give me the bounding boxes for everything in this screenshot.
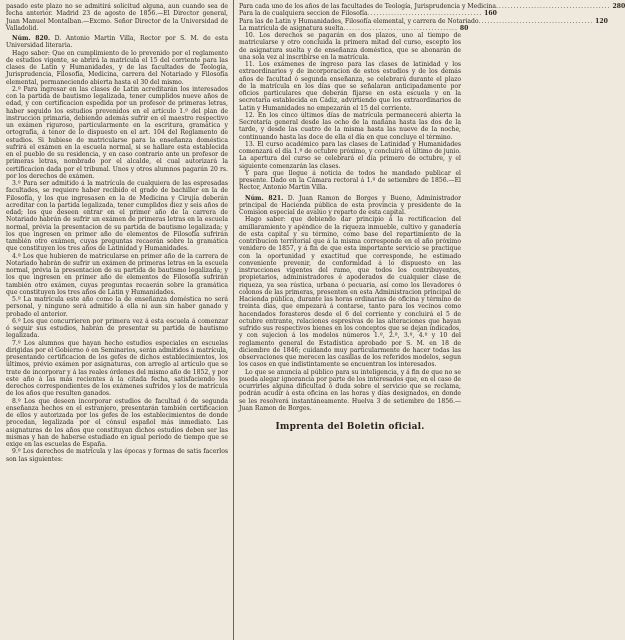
- column-divider: [233, 0, 234, 640]
- fee-row: [239, 24, 469, 32]
- paragraph: 8.º Los que deseen incorporar estudios de facultad ó de segunda enseñanza hechos en el estranjero, presentarán también certificacion de ellos y autorizada por los gefes de los establecimientos de donde procedan, legalizada por el cónsul español más inmediato. Las asignaturas de los años que constituyan dichos estudios deben ser las mismas y han de haberse estudiado en igual período de tiempo que se exige en las escuelas de España.: [6, 397, 228, 448]
- fee-label: La matrícula de asignatura suelta: [239, 24, 344, 32]
- leader-dots: .......................................: [478, 17, 594, 25]
- right-column: [239, 3, 625, 433]
- paragraph: 5.º La matrícula este año como la de enseñanza doméstica no será personal, y ninguno será admitido á ella ni aun sin haber ganado y probado el anterior.: [6, 296, 228, 318]
- paragraph: 4.º Los que hubieren de matricularse en primer año de la carrera de Notariado habrán de sufrir un exámen de primeras letras en la escuela normal, prévia la presentacion de su partida de bautismo legalizada; y los que ingresen en primer año de elementos de Filosofía sufrirán también otro exámen, cuyas preguntas recaerán sobre la gramática que constituyen los tres años de Latin y Humanidades.: [6, 252, 228, 296]
- paragraph: 6.º Los que concurrieren por primera vez á esta escuela á comenzar ó seguir sus estudios, habrán de presentar su partida de bautismo legalizada.: [6, 317, 228, 340]
- fee-row: [239, 10, 497, 18]
- paragraph: 2.º Para ingresar en las clases de Latin acreditarán los interesados con la partida de bautismo legalizada, tener cumplidos nueve años de edad, y con certificacion espedida por un profesor de primeras letras, haber seguido los estudios prevenidos en el artículo 1.º del plan de instruccion primaria, debiendo además sufrir en el maestro respectivo un exámen riguroso, particularmente en la escritura, gramática y ortografía, á tenor de lo dispuesto en el art. 104 del Reglamento de estudios. Si hubiese de matricularse para la enseñanza doméstica sufrirá el exámen en la escuela normal, si se hallare esta establecida en el pueblo de su residencia, y en caso contrario ante un profesor de primeras letras, nombrado por el alcalde, el cual autorizará la certificacion dada por el tribunal. Unos y otros alumnos pagarán 20 rs. por los derechos de exámen.: [6, 85, 228, 180]
- left-column: [6, 3, 228, 463]
- notice-821-heading: [239, 195, 461, 217]
- intro-paragraph: pasado este plazo no se admitirá solicitud alguna, aun cuando sea de fecha anterior. Madrid 23 de agosto de 1856.—El Director general, Juan Manuel Montalban.—Excmo. Señor Director de la Universidad de Valladolid.: [6, 3, 228, 32]
- fee-label: Para cada uno de los años de las facultades de Teología, Jurisprudencia y Medicina: [239, 3, 496, 10]
- leader-dots: .......................................: [367, 10, 483, 18]
- notice-number: Núm. 821.: [245, 194, 284, 202]
- fee-row: [239, 17, 608, 25]
- paragraph: Lo que se anuncia al público para su inteligencia, y á fin de que no se pueda alegar ignorancia por parte de los interesados que, en el caso de ocurrirles alguna dificultad ó duda sobre el servicio que se reclama, podrán acudir á esta oficina en las horas y días designados, en donde se les resolverá instantáneamente. Huelva 3 de setiembre de 1856.—Juan Ramon de Borges.: [239, 368, 461, 412]
- paragraph: 13. El curso académico para las clases de Latinidad y Humanidades comenzará el día 1.º de octubre próximo, y concluirá el último de junio. La apertura del curso se celebrará el día primero de octubre, y el siguiente comenzarán las clases.: [239, 140, 461, 170]
- paragraph: 3.º Para ser admitido á la matrícula de cualquiera de las espresadas facultades, se requiere haber recibido el grado de bachiller en la de Filosofía, y los que ingresasen en la de Medicina y Cirujía deberán acreditar con la partida legalizada, tener cumplidos diez y seis años de edad; los que deseen entrar en el primer año de la carrera de Notariado habrán de sufrir un exámen de primeras letras en la escuela normal, prévia la presentacion de su partida de bautismo legalizada; y los que ingresen en primer año de elementos de Filosofía sufrirán también otro exámen, cuyas preguntas recaerán sobre la gramática que constituyen los tres años de Latinidad y Humanidades.: [6, 180, 228, 253]
- fee-amount: 120: [595, 17, 608, 25]
- fee-amount: 280: [612, 3, 625, 10]
- notice-number: Núm. 820.: [12, 35, 51, 42]
- closing-paragraph: Y para que llegue á noticia de todos he mandado publicar el presente. Dado en la Cámara rectoral á 1.º de setiembre de 1856.—El Rector, Antonio Martin Villa.: [239, 169, 461, 192]
- imprint-line: Imprenta del Boletin oficial.: [275, 422, 425, 432]
- fee-row: [239, 3, 625, 10]
- paragraph: Hago saber: Que en cumplimiento de lo prevenido por el reglamento de estudios vigente, se abrirá la matrícula el 15 del corriente para las clases de Latin y Humanidades, y de las facultades de Teología, Jurisprudencia, Filosofía, Medicina, carrera del Notariado y Filosofía elemental, permaneciendo abierta hasta el 30 del mismo.: [6, 49, 228, 86]
- notice-820-heading: [6, 35, 228, 50]
- fee-label: Para las de Latin y Humanidades, Filosofía elemental, y carrera de Notariado: [239, 17, 479, 25]
- paragraph: 9.º Los derechos de matrícula y las épocas y formas de satis facerlos son las siguientes:: [6, 448, 228, 463]
- fee-amount: 160: [484, 10, 497, 18]
- fee-label: Para la de cualquiera seccion de Filosofía: [239, 10, 368, 18]
- notice-head-text: D. Antonio Martin Villa, Rector por S. M. de esta Universidad literaria.: [6, 35, 228, 50]
- leader-dots: .......................................: [343, 24, 458, 32]
- leader-dots: .......................................: [496, 3, 611, 10]
- paragraph: 12. En los cinco últimos días de matrícula permanecerá abierta la Secretaría general desde las ocho de la mañana hasta las dos de la tarde, y desde las cuatro de la misma hasta las nueve de la noche, continuando hasta las doce de ella el día en que concluye el término.: [239, 111, 461, 141]
- fee-amount: 80: [459, 24, 469, 32]
- paragraph: 7.º Los alumnos que hayan hecho estudios especiales en escuelas dirigidas por el Gobierno ó en Seminarios, serán admitidos á matrícula, presentando certificacion de los gefes de dichos establecimientos, los últimos, prévio exámen por asignaturas, con arreglo al artículo que se trate de incorporar y á las reales órdenes del mismo año de 1852, y por este año á las más recientes á la citada fecha, satisfaciendo los derechos correspondientes de los exámenes sufridos y los de matrícula de los años que resulten ganados.: [6, 339, 228, 398]
- notice-head-text: D. Juan Ramon de Borges y Bueno, Administrador principal de Hacienda pública de esta provincia y presidente de la Comision especial de avalúo y reparto de esta capital.: [239, 194, 461, 216]
- paragraph: 11. Los exámenes de ingreso para las clases de latinidad y los extraordinarios y de incorporacion de estos estudios y de los demás años de facultad ó segunda enseñanza, se celebrará durante el plazo de la matrícula en los días que se señalaran anticipadamente por oficios particulares que deberán fijarse en esta escuela y en la secretaría establecida en Cádiz, advirtiendo que los extraordinarios de Latin y Humanidades no empezarán el 15 del corriente.: [239, 61, 461, 112]
- paragraph: 10. Los derechos se pagarán en dos plazos, uno al tiempo de matricularse y otro concluida la primera mitad del curso, escepto los de asignatura suelta y de enseñanza doméstica, que se abonarán de una sola vez al inscribirse en la matrícula.: [239, 32, 461, 61]
- paragraph: Hago saber: que debiendo dar principio á la rectificacion del amillaramiento y apéndice de la riqueza inmueble, cultivo y ganadería de esta capital y su término, como base del repartimiento de la contribucion territorial que á la misma corresponde en el año próximo venidero de 1857, y á fin de que esta importante servicio se practique con la oportunidad y exactitud que corresponde, he estimado conveniente prevenir, de conformidad á lo dispuesto en las instrucciones vigentes del ramo, que todos los contribuyentes, propietarios, administradores é apoderados de cualquier clase de riqueza, ya sea rústica, urbana ó pecuaria, así como los llevadores ó colonos de las primeras, presenten en esta Administracion principal de Hacienda pública, durante las horas ordinarias de oficina y término de treinta días, que empezará á contarse, tanto para los vecinos como hacendados forasteros desde el 6 del corriente y concluirá el 5 de octubre entrante, relaciones espresivas de las alteraciones que hayan sufrido sus respectivos bienes en los conceptos que se dejan indicados, y con sujecion á los modelos números 1.º, 2.º, 3.º, 4.º y 10 del reglamento general de Estadística aprobado por S. M. en 18 de diciembre de 1846; cuidando muy particularmente de hacer todas las observaciones que merecen las casillas de los referidos modelos, segun los casos en que indistintamente se encuentran los interesados.: [239, 216, 461, 369]
